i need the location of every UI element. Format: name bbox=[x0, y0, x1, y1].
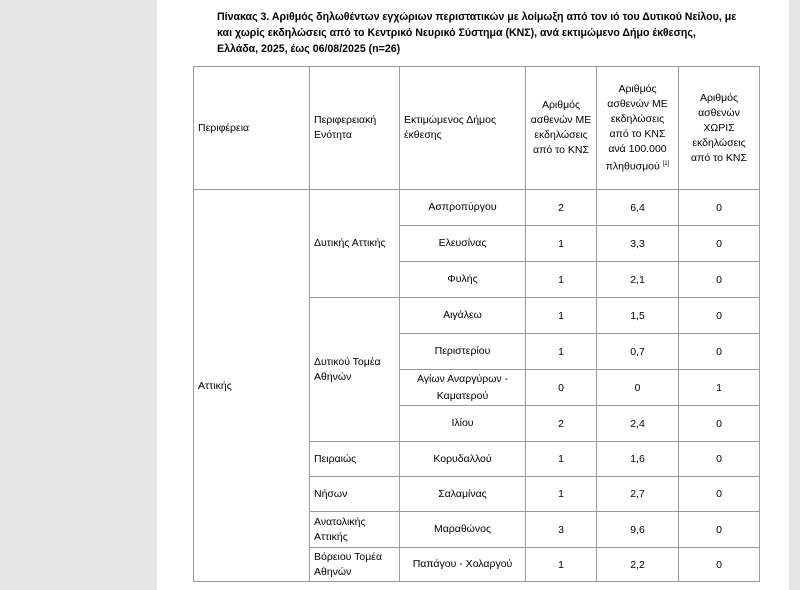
municipality-cell: Κορυδαλλού bbox=[400, 442, 526, 477]
header-cases-without-cns: Αριθμός ασθενών ΧΩΡΙΣ εκδηλώσεις από το ΚΝΣ bbox=[679, 67, 760, 190]
cases-with-cns-cell: 2 bbox=[526, 190, 597, 226]
cases-without-cns-cell: 0 bbox=[679, 190, 760, 226]
regional-unit-cell: Νήσων bbox=[310, 477, 400, 512]
cases-with-cns-cell: 1 bbox=[526, 334, 597, 370]
footnote-ref: [1] bbox=[662, 160, 670, 167]
header-row bbox=[194, 67, 760, 190]
header-rate-per-100k bbox=[597, 67, 679, 190]
rate-cell: 1,6 bbox=[597, 442, 679, 477]
rate-cell: 0 bbox=[597, 370, 679, 406]
municipality-cell: Αγίων Αναργύρων - Καματερού bbox=[400, 370, 526, 406]
regional-unit-cell: Πειραιώς bbox=[310, 442, 400, 477]
cases-without-cns-cell: 0 bbox=[679, 406, 760, 442]
header-rate-text: Αριθμός ασθενών ΜΕ εκδηλώσεις από το ΚΝΣ ανά 100.000 πληθυσμού bbox=[605, 82, 668, 173]
municipality-cell: Μαραθώνος bbox=[400, 512, 526, 548]
header-region: Περιφέρεια bbox=[194, 67, 310, 190]
cases-without-cns-cell: 0 bbox=[679, 334, 760, 370]
municipality-cell: Σαλαμίνας bbox=[400, 477, 526, 512]
cases-without-cns-cell: 0 bbox=[679, 298, 760, 334]
municipality-cell: Αιγάλεω bbox=[400, 298, 526, 334]
cases-without-cns-cell: 0 bbox=[679, 442, 760, 477]
municipality-cell: Παπάγου - Χολαργού bbox=[400, 548, 526, 582]
document-page bbox=[157, 0, 789, 590]
cases-without-cns-cell: 0 bbox=[679, 477, 760, 512]
rate-cell: 2,4 bbox=[597, 406, 679, 442]
municipality-cell: Ελευσίνας bbox=[400, 226, 526, 262]
cases-table bbox=[193, 66, 760, 582]
cases-with-cns-cell: 1 bbox=[526, 262, 597, 298]
cases-with-cns-cell: 1 bbox=[526, 226, 597, 262]
municipality-cell: Φυλής bbox=[400, 262, 526, 298]
cases-without-cns-cell: 0 bbox=[679, 262, 760, 298]
cases-with-cns-cell: 2 bbox=[526, 406, 597, 442]
cases-with-cns-cell: 1 bbox=[526, 298, 597, 334]
rate-cell: 9,6 bbox=[597, 512, 679, 548]
header-cases-with-cns: Αριθμός ασθενών ΜΕ εκδηλώσεις από το ΚΝΣ bbox=[526, 67, 597, 190]
cases-without-cns-cell: 0 bbox=[679, 512, 760, 548]
cases-with-cns-cell: 3 bbox=[526, 512, 597, 548]
municipality-cell: Ασπροπύργου bbox=[400, 190, 526, 226]
cases-with-cns-cell: 1 bbox=[526, 548, 597, 582]
table-caption: Πίνακας 3. Αριθμός δηλωθέντων εγχώριων περιστατικών με λοίμωξη από τον ιό του Δυτικού Νείλου, με και χωρίς εκδηλώσεις από το Κεντρικό Νευρικό Σύστημα (ΚΝΣ), ανά εκτιμώμενο Δήμο έκθεσης, Ελλάδα, 2025, έως 06/08/2025 (n=26) bbox=[217, 11, 737, 55]
header-regional-unit: Περιφερειακή Ενότητα bbox=[310, 67, 400, 190]
rate-cell: 2,2 bbox=[597, 548, 679, 582]
municipality-cell: Περιστερίου bbox=[400, 334, 526, 370]
region-cell: Αττικής bbox=[194, 190, 310, 582]
cases-with-cns-cell: 0 bbox=[526, 370, 597, 406]
rate-cell: 2,7 bbox=[597, 477, 679, 512]
header-municipality: Εκτιμώμενος Δήμος έκθεσης bbox=[400, 67, 526, 190]
regional-unit-cell: Βόρειου Τομέα Αθηνών bbox=[310, 548, 400, 582]
regional-unit-cell: Δυτικής Αττικής bbox=[310, 190, 400, 298]
regional-unit-cell: Δυτικού Τομέα Αθηνών bbox=[310, 298, 400, 442]
rate-cell: 3,3 bbox=[597, 226, 679, 262]
regional-unit-cell: Ανατολικής Αττικής bbox=[310, 512, 400, 548]
rate-cell: 6,4 bbox=[597, 190, 679, 226]
municipality-cell: Ιλίου bbox=[400, 406, 526, 442]
rate-cell: 1,5 bbox=[597, 298, 679, 334]
cases-without-cns-cell: 0 bbox=[679, 226, 760, 262]
rate-cell: 0,7 bbox=[597, 334, 679, 370]
cases-without-cns-cell: 1 bbox=[679, 370, 760, 406]
cases-with-cns-cell: 1 bbox=[526, 477, 597, 512]
cases-without-cns-cell: 0 bbox=[679, 548, 760, 582]
cases-with-cns-cell: 1 bbox=[526, 442, 597, 477]
rate-cell: 2,1 bbox=[597, 262, 679, 298]
table-row bbox=[194, 190, 760, 226]
